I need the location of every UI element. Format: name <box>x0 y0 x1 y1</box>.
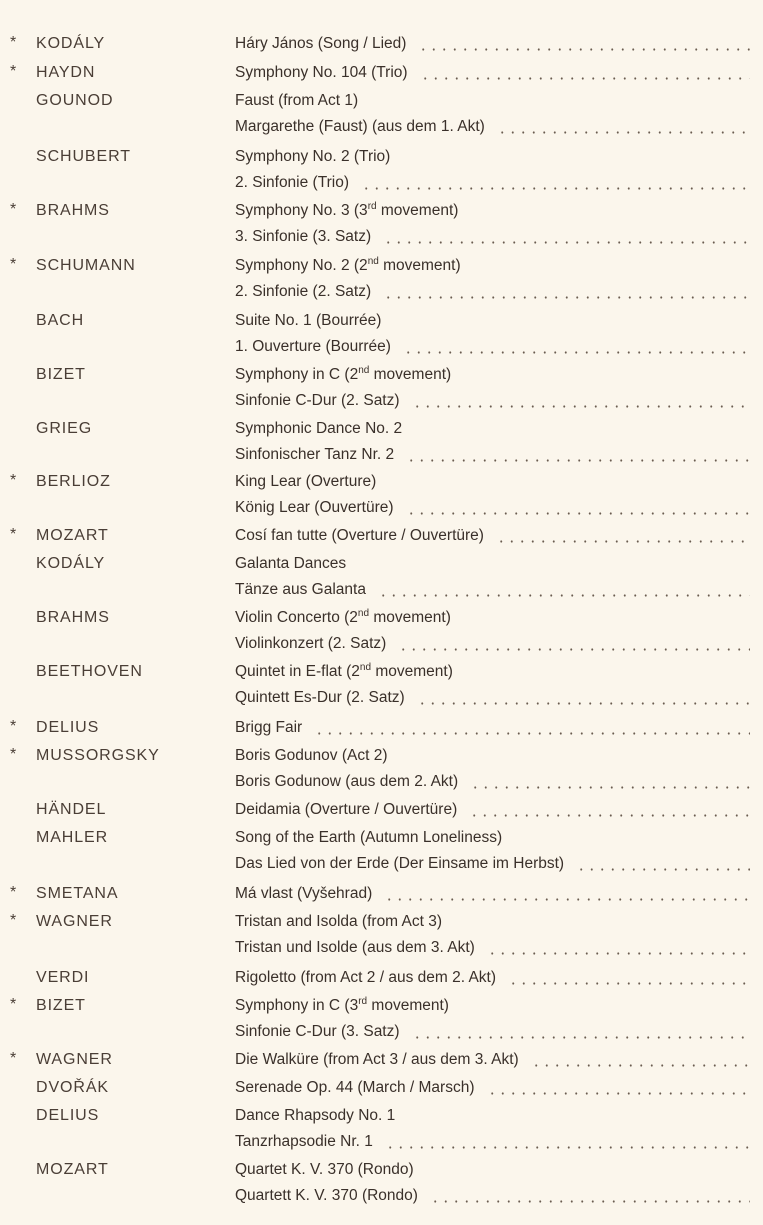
work-title-text: Die Walküre (from Act 3 / aus dem 3. Akt) <box>235 1051 519 1068</box>
asterisk-marker: * <box>10 201 17 218</box>
work-title <box>235 717 750 739</box>
asterisk-marker: * <box>10 718 17 735</box>
composer-name: BEETHOVEN <box>36 663 143 680</box>
work-title-text: Serenade Op. 44 (March / Marsch) <box>235 1079 475 1096</box>
work-title-text: Quartet K. V. 370 (Rondo) <box>235 1161 414 1178</box>
work-title <box>235 911 750 933</box>
asterisk-marker: * <box>10 912 17 929</box>
work-title-text: Violin Concerto (2nd movement) <box>235 608 451 626</box>
work-title-text: Boris Godunow (aus dem 2. Akt) <box>235 773 459 790</box>
work-title-text: Symphony No. 104 (Trio) <box>235 64 408 81</box>
work-title-text: Symphony No. 3 (3rd movement) <box>235 201 459 219</box>
work-title <box>235 364 750 386</box>
work-title-text: König Lear (Ouvertüre) <box>235 499 394 516</box>
work-title-text: Tänze aus Galanta <box>235 581 366 598</box>
composer-name: BRAHMS <box>36 202 110 219</box>
work-title-text: Faust (from Act 1) <box>235 92 359 109</box>
composer-name: MOZART <box>36 1161 109 1178</box>
dot-leader <box>383 241 750 244</box>
dot-leader <box>576 868 750 871</box>
asterisk-marker: * <box>10 472 17 489</box>
work-title-text: Symphonic Dance No. 2 <box>235 420 403 437</box>
dot-leader <box>412 405 750 408</box>
work-title-german <box>235 390 750 412</box>
work-title-text: Cosí fan tutte (Overture / Ouvertüre) <box>235 527 484 544</box>
work-title <box>235 745 750 767</box>
work-title-text: Das Lied von der Erde (Der Einsame im Herbst) <box>235 855 565 872</box>
composer-name: HÄNDEL <box>36 801 107 818</box>
composer-name: BIZET <box>36 366 86 383</box>
work-title-german <box>235 687 750 709</box>
work-title-text: Quartett K. V. 370 (Rondo) <box>235 1187 418 1204</box>
work-title <box>235 607 750 629</box>
work-title <box>235 525 750 547</box>
work-title-text: Sinfonie C-Dur (2. Satz) <box>235 392 400 409</box>
dot-leader <box>417 702 750 705</box>
work-title <box>235 1159 750 1181</box>
composer-name: SCHUMANN <box>36 257 136 274</box>
composer-name: DELIUS <box>36 719 100 736</box>
composer-name: KODÁLY <box>36 555 106 572</box>
work-title-text: Galanta Dances <box>235 555 347 572</box>
composer-name: VERDI <box>36 969 90 986</box>
work-title-text: 2. Sinfonie (Trio) <box>235 174 349 191</box>
composer-name: BRAHMS <box>36 609 110 626</box>
dot-leader <box>406 512 750 515</box>
work-title <box>235 90 750 112</box>
composer-name: WAGNER <box>36 913 113 930</box>
asterisk-marker: * <box>10 996 17 1013</box>
work-title-text: Tanzrhapsodie Nr. 1 <box>235 1133 373 1150</box>
dot-leader <box>508 982 750 985</box>
work-title-text: Sinfonie C-Dur (3. Satz) <box>235 1023 400 1040</box>
dot-leader <box>430 1200 750 1203</box>
work-title-german <box>235 853 750 875</box>
dot-leader <box>403 351 750 354</box>
dot-leader <box>487 1092 751 1095</box>
work-title-german <box>235 1185 750 1207</box>
work-title-german <box>235 116 750 138</box>
work-title <box>235 471 750 493</box>
work-title-text: Symphony in C (2nd movement) <box>235 365 452 383</box>
work-title-text: Brigg Fair <box>235 719 303 736</box>
dot-leader <box>420 77 750 80</box>
work-title-text: Margarethe (Faust) (aus dem 1. Akt) <box>235 118 485 135</box>
work-title <box>235 1105 750 1127</box>
composer-name: WAGNER <box>36 1051 113 1068</box>
work-title <box>235 200 750 222</box>
work-title <box>235 553 750 575</box>
work-title <box>235 661 750 683</box>
work-title-german <box>235 336 750 358</box>
work-title <box>235 146 750 168</box>
dot-leader <box>412 1036 750 1039</box>
work-title-text: Boris Godunov (Act 2) <box>235 747 388 764</box>
dot-leader <box>418 48 750 51</box>
composer-name: MAHLER <box>36 829 109 846</box>
work-title-german <box>235 579 750 601</box>
composer-name: DELIUS <box>36 1107 100 1124</box>
composer-name: SMETANA <box>36 885 119 902</box>
asterisk-marker: * <box>10 884 17 901</box>
dot-leader <box>378 594 750 597</box>
composer-name: HAYDN <box>36 64 96 81</box>
composer-name: KODÁLY <box>36 35 106 52</box>
work-title-german <box>235 1021 750 1043</box>
work-title-text: Quintett Es-Dur (2. Satz) <box>235 689 405 706</box>
work-title-german <box>235 771 750 793</box>
work-title <box>235 33 750 55</box>
work-title <box>235 827 750 849</box>
work-title <box>235 799 750 821</box>
composer-name: BERLIOZ <box>36 473 111 490</box>
composer-name: BIZET <box>36 997 86 1014</box>
work-title-text: Dance Rhapsody No. 1 <box>235 1107 396 1124</box>
work-title <box>235 418 750 440</box>
work-title <box>235 255 750 277</box>
work-title <box>235 967 750 989</box>
dot-leader <box>531 1064 750 1067</box>
work-title-text: 2. Sinfonie (2. Satz) <box>235 283 372 300</box>
composer-name: BACH <box>36 312 85 329</box>
work-title-text: Song of the Earth (Autumn Loneliness) <box>235 829 503 846</box>
work-title-text: Violinkonzert (2. Satz) <box>235 635 387 652</box>
work-title-german <box>235 633 750 655</box>
composer-name: DVOŘÁK <box>36 1079 109 1096</box>
work-title <box>235 1049 750 1071</box>
work-title-text: Sinfonischer Tanz Nr. 2 <box>235 446 395 463</box>
dot-leader <box>398 648 750 651</box>
work-title <box>235 1077 750 1099</box>
work-title-text: Quintet in E-flat (2nd movement) <box>235 662 453 680</box>
work-title <box>235 310 750 332</box>
work-title-german <box>235 444 750 466</box>
work-title-text: Rigoletto (from Act 2 / aus dem 2. Akt) <box>235 969 497 986</box>
work-title-text: Háry János (Song / Lied) <box>235 35 407 52</box>
dot-leader <box>314 732 750 735</box>
work-title-text: Suite No. 1 (Bourrée) <box>235 312 382 329</box>
composer-name: MOZART <box>36 527 109 544</box>
work-title-text: Tristan und Isolde (aus dem 3. Akt) <box>235 939 475 956</box>
composer-name: GRIEG <box>36 420 93 437</box>
dot-leader <box>487 952 750 955</box>
work-title-text: Deidamia (Overture / Ouvertüre) <box>235 801 458 818</box>
composer-name: MUSSORGSKY <box>36 747 160 764</box>
dot-leader <box>470 786 750 789</box>
dot-leader <box>384 898 750 901</box>
dot-leader <box>497 131 750 134</box>
dot-leader <box>496 540 750 543</box>
work-title-text: Tristan and Isolda (from Act 3) <box>235 913 443 930</box>
work-title <box>235 62 750 84</box>
composer-name: GOUNOD <box>36 92 114 109</box>
work-title-text: Symphony No. 2 (Trio) <box>235 148 391 165</box>
work-title <box>235 883 750 905</box>
asterisk-marker: * <box>10 746 17 763</box>
work-title-text: Symphony No. 2 (2nd movement) <box>235 256 461 274</box>
work-title-german <box>235 172 750 194</box>
asterisk-marker: * <box>10 1050 17 1067</box>
work-title-german <box>235 937 750 959</box>
work-title-text: 1. Ouverture (Bourrée) <box>235 338 391 355</box>
work-title-german <box>235 1131 750 1153</box>
work-title-text: Má vlast (Vyšehrad) <box>235 885 373 902</box>
dot-leader <box>383 296 750 299</box>
composer-name: SCHUBERT <box>36 148 131 165</box>
dot-leader <box>361 187 750 190</box>
work-title-german <box>235 226 750 248</box>
asterisk-marker: * <box>10 256 17 273</box>
work-title-text: King Lear (Overture) <box>235 473 377 490</box>
asterisk-marker: * <box>10 63 17 80</box>
dot-leader <box>406 459 750 462</box>
work-title-german <box>235 497 750 519</box>
work-title-text: Symphony in C (3rd movement) <box>235 996 449 1014</box>
asterisk-marker: * <box>10 526 17 543</box>
work-title-german <box>235 281 750 303</box>
work-title <box>235 995 750 1017</box>
asterisk-marker: * <box>10 34 17 51</box>
dot-leader <box>385 1146 750 1149</box>
work-title-text: 3. Sinfonie (3. Satz) <box>235 228 372 245</box>
dot-leader <box>469 814 750 817</box>
